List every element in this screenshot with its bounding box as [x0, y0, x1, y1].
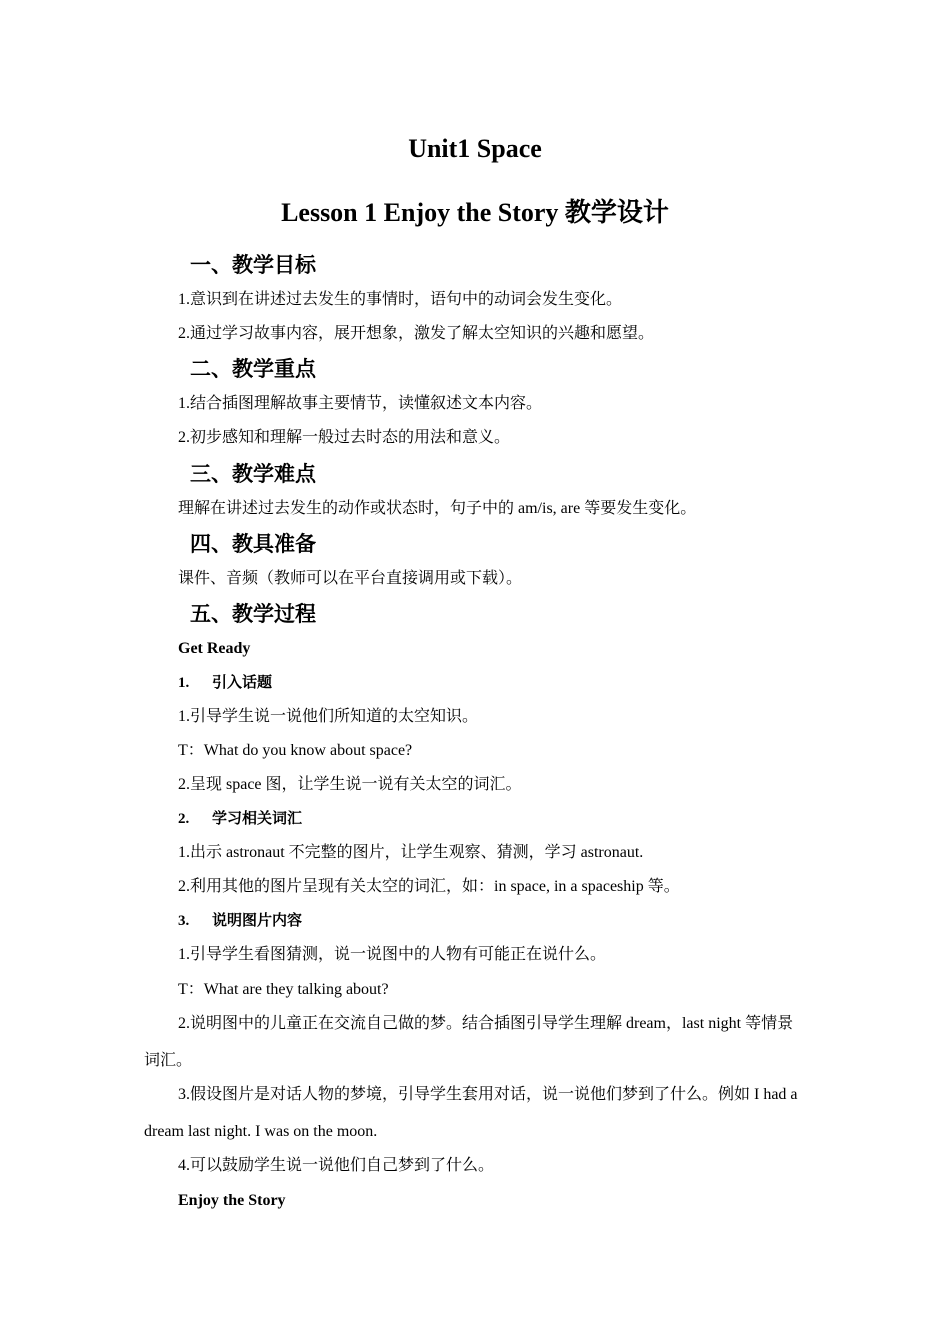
process-line: 4.可以鼓励学生说一说他们自己梦到了什么。	[178, 1157, 495, 1174]
section-heading-process: 五、教学过程	[190, 602, 316, 626]
document-subtitle: Lesson 1 Enjoy the Story 教学设计	[281, 198, 669, 227]
section-heading-difficulties: 三、教学难点	[190, 462, 316, 486]
section-heading-materials: 四、教具准备	[190, 532, 316, 556]
process-line: 2.呈现 space 图，让学生说一说有关太空的词汇。	[178, 776, 522, 793]
process-line: T：What do you know about space?	[178, 742, 413, 759]
process-line: 1.引导学生说一说他们所知道的太空知识。	[178, 708, 479, 725]
section-heading-key-points: 二、教学重点	[190, 357, 316, 381]
step-number: 1.	[178, 675, 190, 691]
process-line: 1.出示 astronaut 不完整的图片，让学生观察、猜测，学习 astronaut.	[178, 844, 644, 861]
process-line-continued: 词汇。	[144, 1052, 193, 1069]
objective-item: 2.通过学习故事内容，展开想象，激发了解太空知识的兴趣和愿望。	[178, 325, 655, 342]
step-label: 学习相关词汇	[212, 811, 303, 827]
materials-item: 课件、音频（教师可以在平台直接调用或下载）。	[178, 570, 523, 587]
section-heading-objectives: 一、教学目标	[190, 253, 316, 277]
step-number: 2.	[178, 811, 190, 827]
step-number: 3.	[178, 913, 190, 929]
subheading-enjoy-the-story: Enjoy the Story	[178, 1192, 286, 1209]
step-label: 引入话题	[212, 675, 273, 691]
difficulty-item: 理解在讲述过去发生的动作或状态时，句子中的 am/is, are 等要发生变化。	[178, 500, 697, 517]
objective-item: 1.意识到在讲述过去发生的事情时，语句中的动词会发生变化。	[178, 291, 623, 308]
process-line-continued: dream last night. I was on the moon.	[144, 1123, 378, 1140]
step-heading	[178, 672, 272, 694]
step-heading	[178, 808, 302, 830]
subheading-get-ready: Get Ready	[178, 640, 251, 657]
process-line: 2.说明图中的儿童正在交流自己做的梦。结合插图引导学生理解 dream，last night 等情景	[178, 1015, 794, 1032]
step-label: 说明图片内容	[212, 913, 303, 929]
process-line: 2.利用其他的图片呈现有关太空的词汇，如：in space, in a spaceship 等。	[178, 878, 680, 895]
process-line: T：What are they talking about?	[178, 981, 389, 998]
key-point-item: 1.结合插图理解故事主要情节，读懂叙述文本内容。	[178, 395, 543, 412]
document-title: Unit1 Space	[408, 134, 542, 163]
step-heading	[178, 910, 302, 932]
key-point-item: 2.初步感知和理解一般过去时态的用法和意义。	[178, 429, 511, 446]
process-line: 1.引导学生看图猜测，说一说图中的人物有可能正在说什么。	[178, 946, 607, 963]
process-line: 3.假设图片是对话人物的梦境，引导学生套用对话，说一说他们梦到了什么。例如 I had a	[178, 1086, 798, 1103]
